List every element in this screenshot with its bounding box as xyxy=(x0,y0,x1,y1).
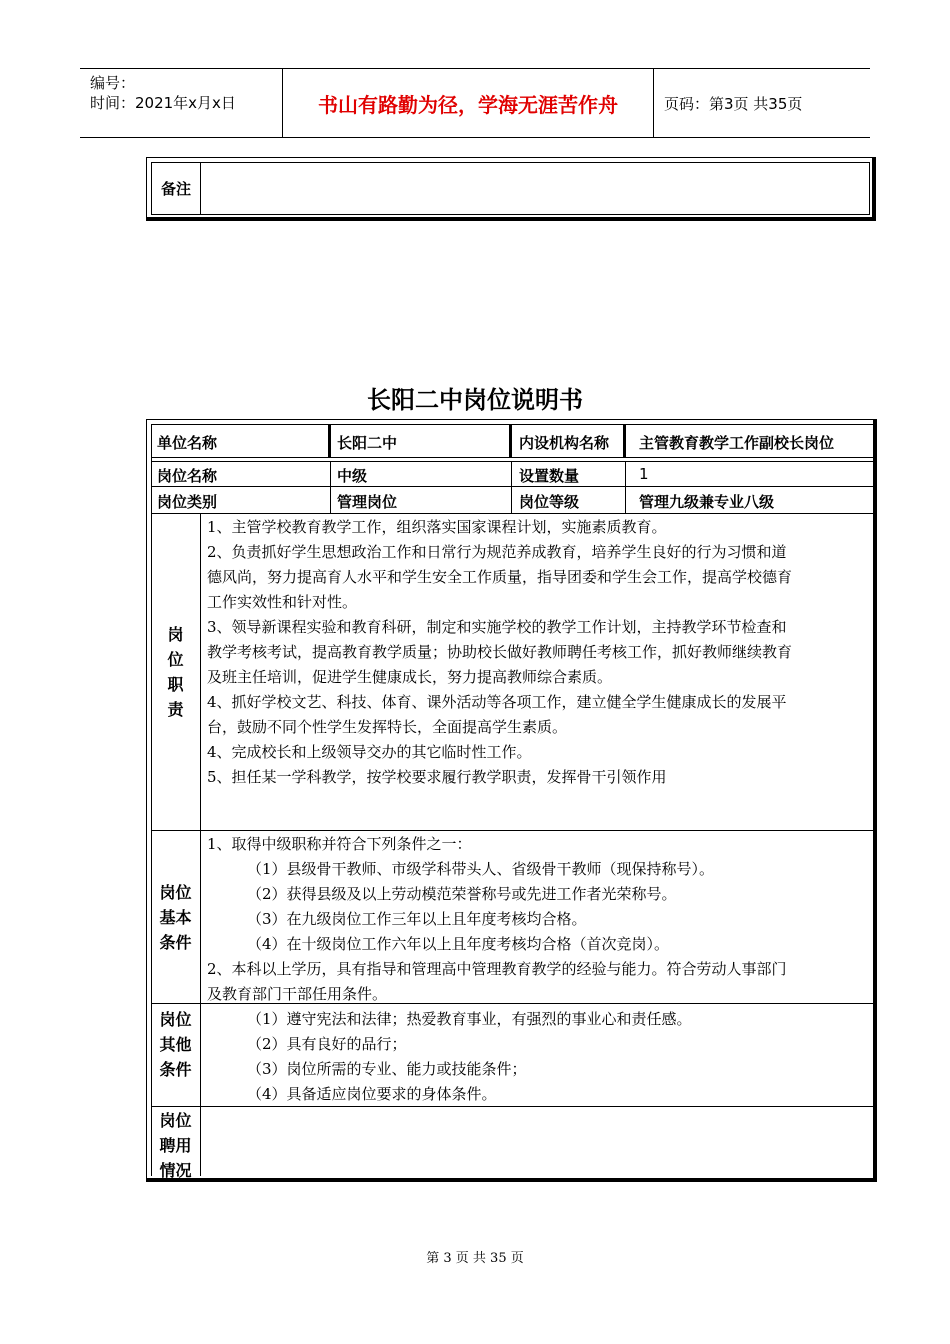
note-table xyxy=(146,157,876,221)
grade-value: 管理九级兼专业八级 xyxy=(639,493,775,511)
position-type-label: 岗位类别 xyxy=(157,493,218,511)
other-conditions-label: 岗位 其他 条件 xyxy=(159,1010,192,1079)
number-label: 编号： xyxy=(90,74,136,92)
page-header xyxy=(80,68,870,138)
dept-value: 主管教育教学工作副校长岗位 xyxy=(639,434,835,452)
position-type-value: 管理岗位 xyxy=(337,493,398,511)
position-name-label: 岗位名称 xyxy=(157,467,218,485)
hiring-label: 岗位 聘用 情况 xyxy=(159,1111,192,1180)
quota-label: 设置数量 xyxy=(519,467,580,485)
grade-label: 岗位等级 xyxy=(519,493,580,511)
basic-conditions-text: 1、取得中级职称并符合下列条件之一： （1）县级骨干教师、市级学科带头人、省级骨干教师（现保持称号）。 （2）获得县级及以上劳动模范荣誉称号或先进工作者光荣称号。 （3）在九级岗位工作三年以上且年度考核均合格。 （4）在十级岗位工作六年以上且年度考核均合格（首次竞岗）。 2、本科以上学历，具有指导和管理高中管理教育教学的经验与能力。符合劳动人事部门 及教育部门干部任用条件。 xyxy=(207,835,787,1003)
note-label: 备注 xyxy=(152,163,201,214)
document-title: 长阳二中岗位说明书 xyxy=(367,385,583,414)
basic-conditions-label: 岗位 基本 条件 xyxy=(159,883,192,952)
quota-value: 1 xyxy=(639,465,649,483)
header-meta xyxy=(80,69,282,137)
header-page-info: 页码：第3页 共35页 xyxy=(664,94,803,113)
duties-text: 1、主管学校教育教学工作，组织落实国家课程计划，实施素质教育。 2、负责抓好学生思想政治工作和日常行为规范养成教育，培养学生良好的行为习惯和道 德风尚，努力提高育人水平和学生安全工作质量，指导团委和学生会工作，提高学校德育 工作实效性和针对性。 3、领导新课程实验和教育科研，制定和实施学校的教学工作计划，主持教学环节检查和 教学考核考试，提高教育教学质量；协助校长做好教师聘任考核工作，抓好教师继续教育 及班主任培训，促进学生健康成长，努力提高教师综合素质。 4、抓好学校文艺、科技、体育、课外活动等各项工作，建立健全学生健康成长的发展平 台，鼓励不同个性学生发挥特长，全面提高学生素质。 4、完成校长和上级领导交办的其它临时性工作。 5、担任某一学科教学，按学校要求履行教学职责，发挥骨干引领作用 xyxy=(207,518,793,786)
page-footer: 第 3 页 共 35 页 xyxy=(426,1251,524,1266)
job-description-table xyxy=(146,419,877,1182)
date-label: 时间：2021年x月x日 xyxy=(90,94,236,112)
unit-name-label: 单位名称 xyxy=(157,434,218,452)
duties-label: 岗 位 职 责 xyxy=(167,625,184,719)
dept-label: 内设机构名称 xyxy=(519,434,610,452)
other-conditions-text: （1）遵守宪法和法律；热爱教育事业，有强烈的事业心和责任感。 （2）具有良好的品行； （3）岗位所需的专业、能力或技能条件； （4）具备适应岗位要求的身体条件。 xyxy=(247,1010,692,1103)
position-name-value: 中级 xyxy=(337,467,368,485)
unit-name-value: 长阳二中 xyxy=(337,434,398,452)
header-motto: 书山有路勤为径，学海无涯苦作舟 xyxy=(282,69,654,137)
